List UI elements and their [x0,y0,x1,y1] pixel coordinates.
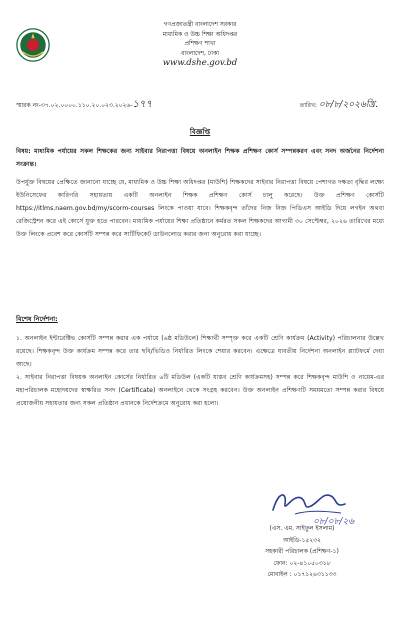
body-paragraph [16,176,384,241]
letterhead [0,20,400,69]
special-instructions-title: বিশেষ নির্দেশনা: [16,315,58,323]
paragraph-part-1: উপর্যুক্ত বিষয়ের প্রেক্ষিতে জানানো যাচ্ছে যে, মাধ্যমিক ও উচ্চ শিক্ষা অধিদপ্তর (মাউশি) শিক্ষকদের সাইবার নিরাপত্তা বিষয়ে পেশাগত দক্ষতা বৃদ্ধির লক্ষ্যে ইউনিসেফের কারিগরি সহায়তায় একটি অনলাইন শিক্ষক প্রশিক্ষণ কোর্স চালু করেছে। উক্ত প্রশিক্ষণ কোর্সটি [16,179,384,199]
notice-title: বিজ্ঞপ্তি [189,128,211,136]
instruction-list [16,332,384,410]
signatory-designation: সহকারী পরিচালক (প্রশিক্ষণ-১) [265,548,339,555]
paragraph-part-2: লিংকে পাওয়া যাবে। শিক্ষকবৃন্দ তাঁদের নিজ নিজ পিডিএস আইডি দিয়ে লগইন অথবা রেজিস্ট্রেশন করে এই কোর্সে যুক্ত হতে পারবেন। মাধ্যমিক পর্যায়ের শিক্ষা প্রতিষ্ঠানে কর্মরত সকল শিক্ষকদের আগামী ৩০ সেপ্টেম্বর, ২০২৬ তারিখের মধ্যে উক্ত লিংকে প্রবেশ করে কোর্সটি সম্পন্ন করে সার্টিফিকেট ডাউনলোড করার জন্য অনুরোধ করা যাচ্ছে। [16,205,384,238]
date-handwritten: ০৮/৮/২০২৬খ্রি. [318,100,378,110]
instruction-item-2: ২. সাইবার নিরাপত্তা বিষয়ক অনলাইন কোর্সের নির্ধারিত ৬টি মডিউল (একটি যাস্তব শ্রেণি কার্যক্রমসহ) সম্পন্ন করে শিক্ষকবৃন্দ মাউশি ও নায়েম-এর মহাপরিচালক মহোদয়দের স্বাক্ষরিত সনদ (Certificate) অনলাইনে থেকে সংগ্রহ করবেন। উক্ত অনলাইন প্রশিক্ষণটি সময়মতো সম্পন্ন করার বিষয়ে প্রয়োজনীয় সহায়তার জন্য সকল প্রতিষ্ঠান প্রধানকে নির্দেশক্রমে অনুরোধ করা হলো। [16,374,384,407]
date-label: তারিখ: [299,102,317,109]
signature-block [222,523,382,581]
header-line-1: গণপ্রজাতন্ত্রী বাংলাদেশ সরকার [163,21,237,28]
subject-line: বিষয়: মাধ্যমিক পর্যায়ের সকল শিক্ষকের জন্য সাইবার নিরাপত্তা বিষয়ে অনলাইন শিক্ষক প্রশিক্ষণ কোর্স সম্পন্নকরণ এবং সনদ অর্জনের নির্দেশনা সংক্রান্ত। [16,148,384,168]
instruction-item-1: ১. অনলাইন ইন্টারেক্টিভ কোর্সটি সম্পন্ন করার এক পর্যায়ে (৬ষ্ঠ মডিউলে) শিক্ষার্থী সম্পৃক্ত করে একটি শ্রেণি কার্যক্রম (Activity) পরিচালনার উল্লেখ রয়েছে। শিক্ষকবৃন্দ উক্ত কার্যক্রম সম্পন্ন করে তার ছবি/ভিডিও নির্ধারিত লিংকে শেয়ার করবেন। এক্ষেত্রে যাবতীয় নির্দেশনা অনলাইন প্ল্যাটফর্মে দেয়া আছে। [16,335,384,368]
header-line-2: মাধ্যমিক ও উচ্চ শিক্ষা অধিদপ্তর [162,30,238,38]
memo-ref-handwritten: ১৭৭ [132,99,153,110]
website-link[interactable]: www.dshe.gov.bd [162,58,238,68]
memo-ref-label: স্মারক নং-৩৭.০২.০০০০.১১০.২০.০২৩.২০২৬- [16,102,133,109]
memo-reference [16,97,152,114]
signature-icon [265,480,355,525]
signature-date: ০৮/০৮/২৬ [313,517,355,525]
signatory-phone: ফোন: ০২-৪১০৫০৩১৮ [273,559,331,567]
signatory-name: (এস. এম. সাইফুল ইসলাম) [269,525,335,532]
header-line-4: বাংলাদেশ, ঢাকা [181,49,219,57]
header-line-3: প্রশিক্ষণ শাখা [184,40,216,47]
course-link[interactable]: https://itlms.naem.gov.bd/my/scorm-courses [16,205,155,212]
memo-date [300,97,378,112]
signatory-id: আইডি-১৫২৩২ [283,536,321,544]
signatory-mobile: মোবাইল : ০১৭১২৬৩১১৩৩ [267,571,337,578]
